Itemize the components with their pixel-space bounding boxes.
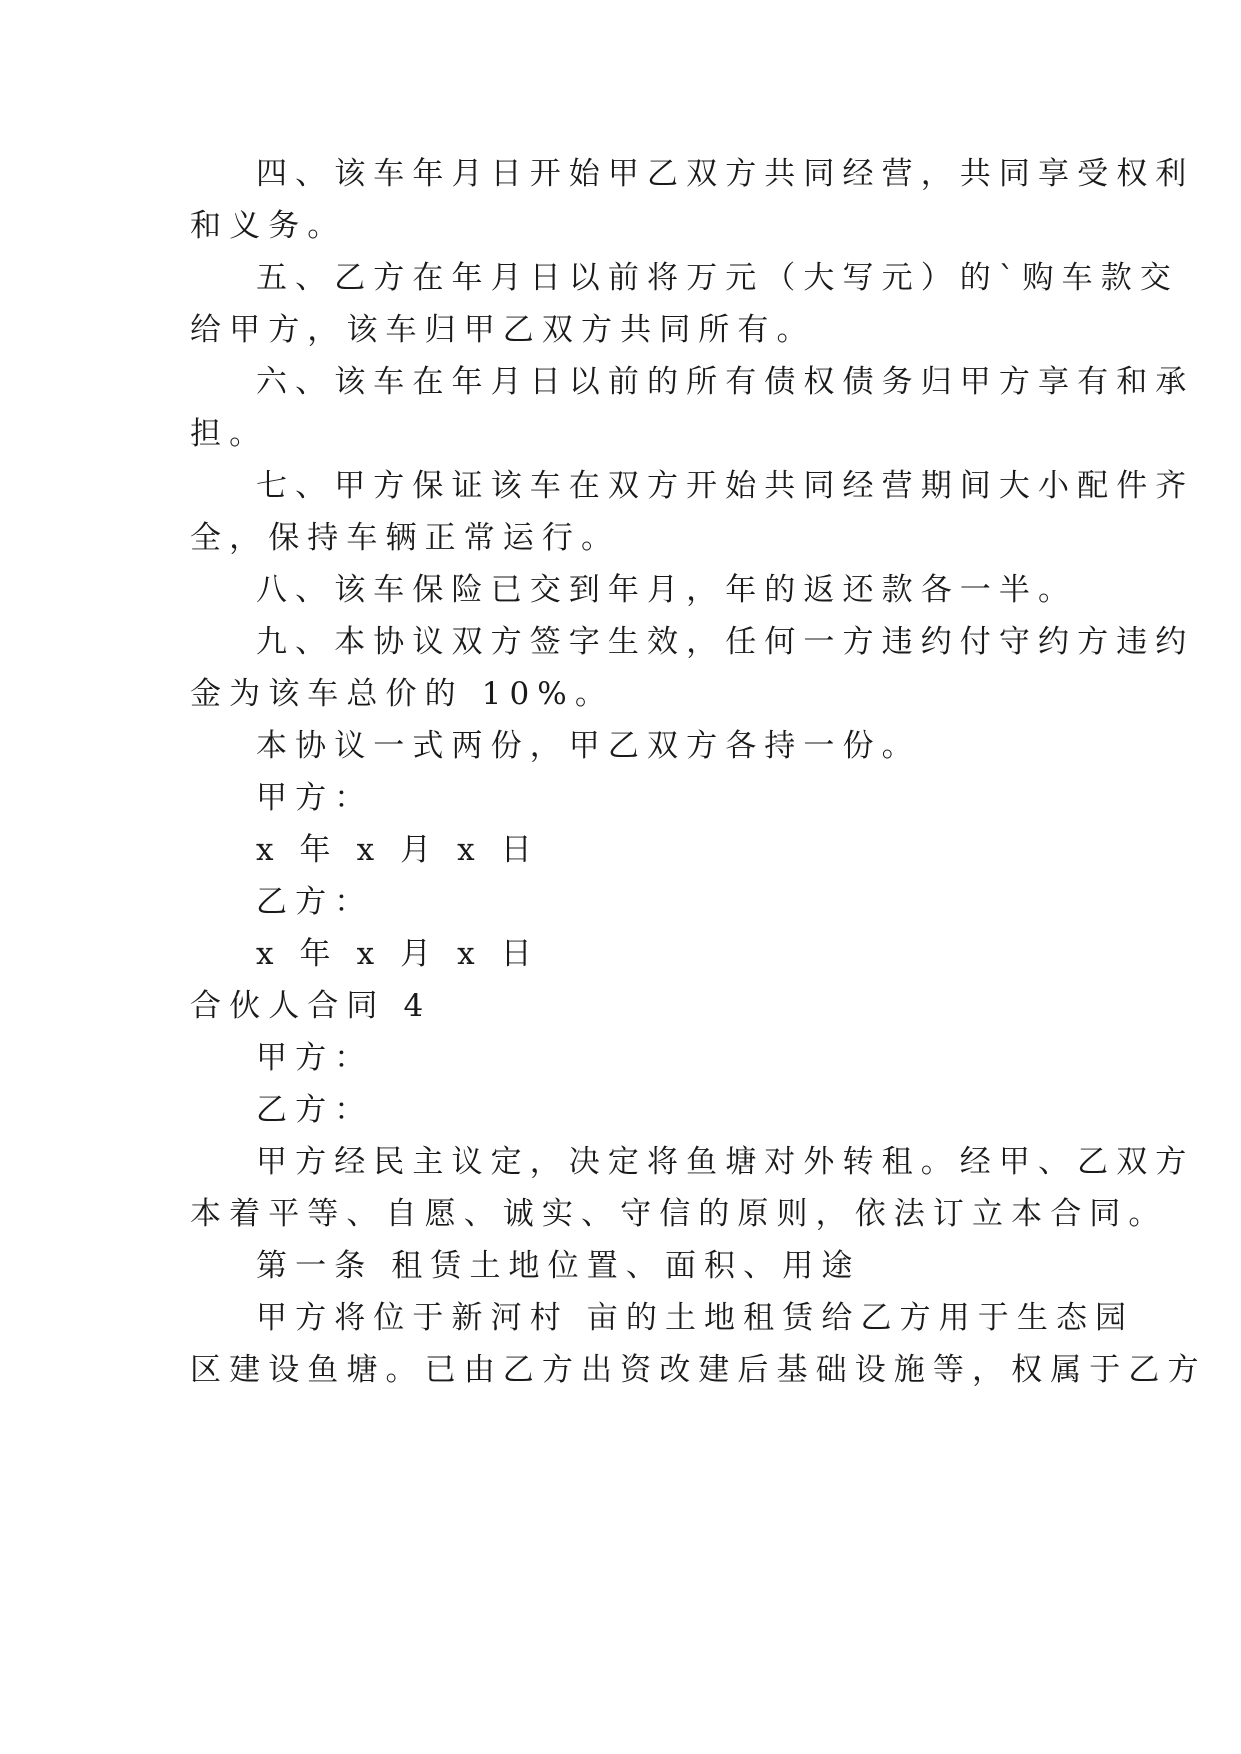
clause-4-line-1: 四、该车年月日开始甲乙双方共同经营，共同享受权利	[256, 156, 1195, 192]
clause-9-line-1: 九、本协议双方签字生效，任何一方违约付守约方违约	[256, 624, 1195, 660]
party-a-label: 甲方：	[256, 1040, 374, 1076]
party-b-label: 乙方：	[256, 1092, 374, 1128]
clause-6-line-2: 担。	[190, 416, 269, 452]
clause-9-line-2: 金为该车总价的 10%。	[190, 676, 614, 712]
party-b-signature-label: 乙方：	[256, 884, 374, 920]
preamble-line-1: 甲方经民主议定，决定将鱼塘对外转租。经甲、乙双方	[256, 1144, 1195, 1180]
clause-8-line-1: 八、该车保险已交到年月，年的返还款各一半。	[256, 572, 1078, 608]
preamble-line-2: 本着平等、自愿、诚实、守信的原则，依法订立本合同。	[190, 1196, 1168, 1232]
section-heading: 合伙人合同 4	[190, 988, 432, 1024]
article-1-line-2: 区建设鱼塘。已由乙方出资改建后基础设施等，权属于乙方	[190, 1352, 1207, 1388]
clause-5-line-2: 给甲方，该车归甲乙双方共同所有。	[190, 312, 816, 348]
clause-6-line-1: 六、该车在年月日以前的所有债权债务归甲方享有和承	[256, 364, 1195, 400]
party-b-date: x 年 x 月 x 日	[256, 936, 540, 972]
clause-5-line-1: 五、乙方在年月日以前将万元（大写元）的`购车款交	[256, 260, 1179, 296]
party-a-date: x 年 x 月 x 日	[256, 832, 540, 868]
clause-7-line-2: 全，保持车辆正常运行。	[190, 520, 621, 556]
copies-statement: 本协议一式两份，甲乙双方各持一份。	[256, 728, 921, 764]
clause-4-line-2: 和义务。	[190, 208, 347, 244]
party-a-signature-label: 甲方：	[256, 780, 374, 816]
article-1-line-1: 甲方将位于新河村 亩的土地租赁给乙方用于生态园	[256, 1300, 1135, 1336]
clause-7-line-1: 七、甲方保证该车在双方开始共同经营期间大小配件齐	[256, 468, 1195, 504]
article-1-heading: 第一条 租赁土地位置、面积、用途	[256, 1248, 861, 1284]
